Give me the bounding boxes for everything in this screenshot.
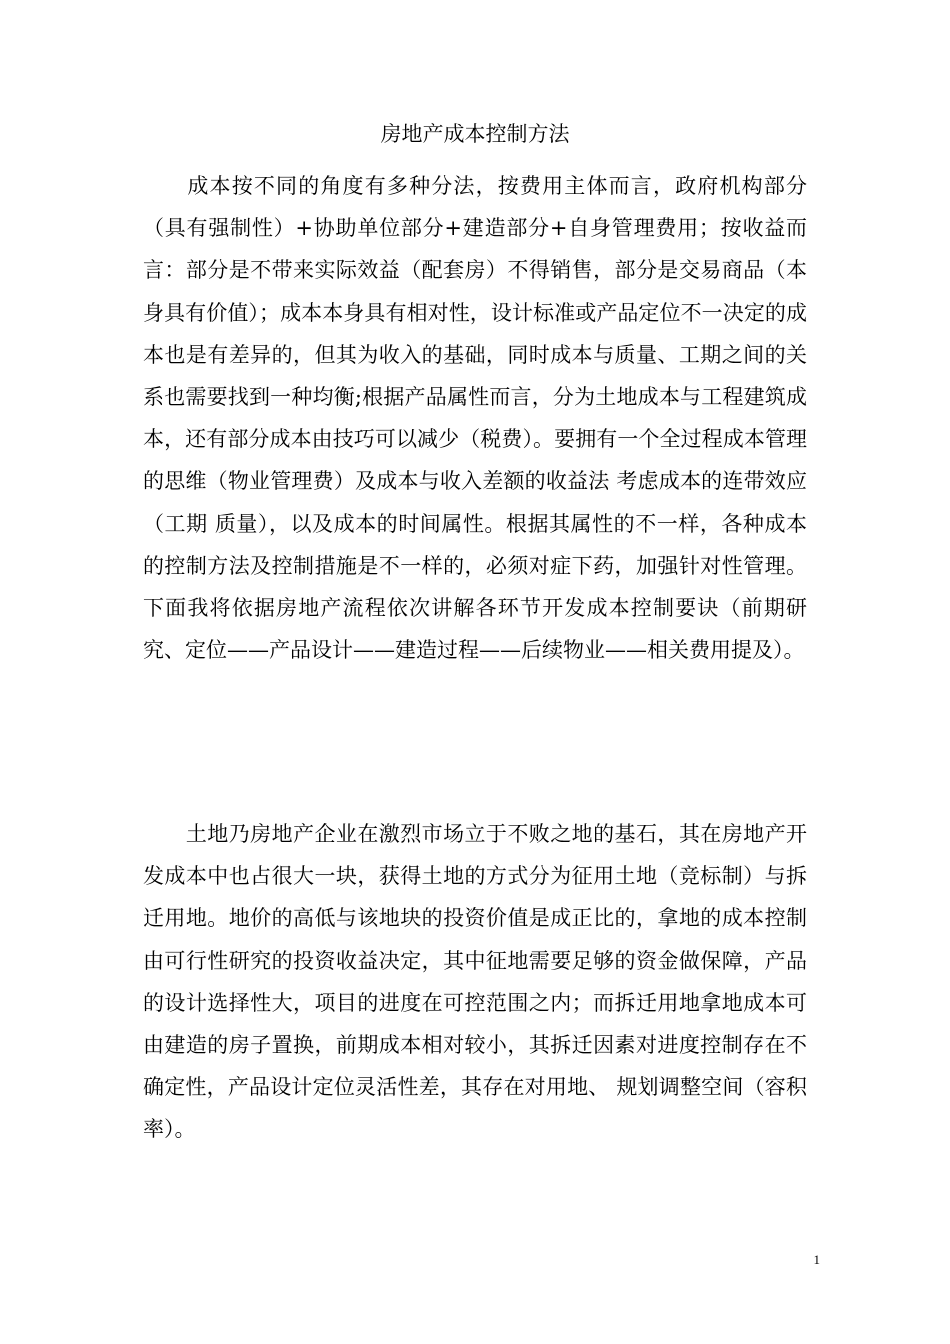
paragraph-cost-classification: 成本按不同的角度有多种分法，按费用主体而言，政府机构部分（具有强制性）+协助单位部分+建造部分+自身管理费用；按收益而言：部分是不带来实际效益（配套房）不得销售，部分是交易商品（本身具有价值）；成本本身具有相对性，设计标准或产品定位不一决定的成本也是有差异的，但其为收入的基础，同时成本与质量、工期之间的关系也需要找到一种均衡;根据产品属性而言，分为土地成本与工程建筑成本，还有部分成本由技巧可以减少（税费）。要拥有一个全过程成本管理的思维（物业管理费）及成本与收入差额的收益法 考虑成本的连带效应（工期 质量），以及成本的时间属性。根据其属性的不一样，各种成本的控制方法及控制措施是不一样的，必须对症下药，加强针对性管理。下面我将依据房地产流程依次讲解各环节开发成本控制要诀（前期研究、定位——产品设计——建造过程——后续物业——相关费用提及）。 bbox=[143, 174, 807, 663]
document-title: 房地产成本控制方法 bbox=[380, 122, 570, 146]
paragraph-land-cost: 土地乃房地产企业在激烈市场立于不败之地的基石，其在房地产开发成本中也占很大一块，获得土地的方式分为征用土地（竞标制）与拆迁用地。地价的高低与该地块的投资价值是成正比的，拿地的成本控制由可行性研究的投资收益决定，其中征地需要足够的资金做保障，产品的设计选择性大，项目的进度在可控范围之内；而拆迁用地拿地成本可由建造的房子置换，前期成本相对较小，其拆迁因素对进度控制存在不确定性，产品设计定位灵活性差，其存在对用地、 规划调整空间（容积率）。 bbox=[143, 822, 807, 1142]
page-number: 1 bbox=[813, 1252, 820, 1267]
